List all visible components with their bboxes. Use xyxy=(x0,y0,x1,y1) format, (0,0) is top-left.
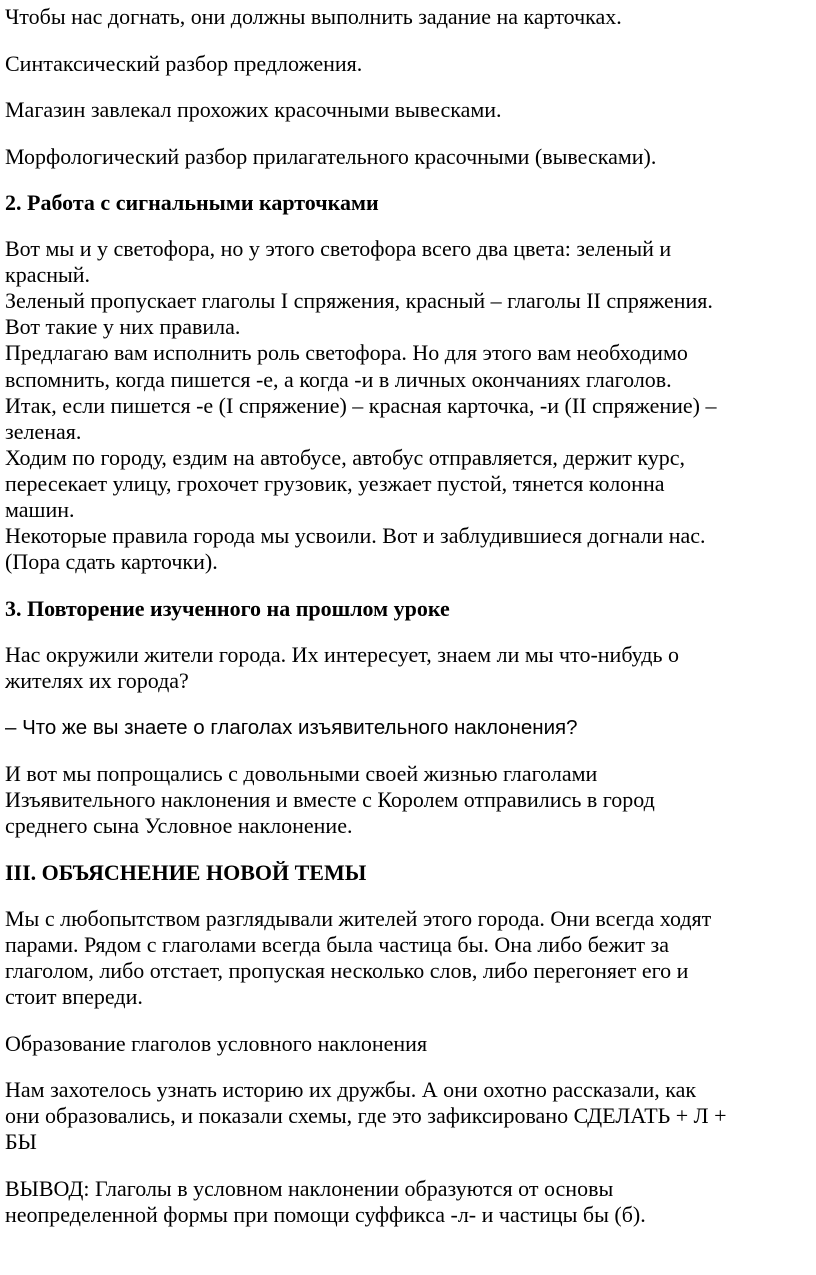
paragraph-line: красный. xyxy=(5,262,91,287)
paragraph-line: Предлагаю вам исполнить роль светофора. Но для этого вам необходимо xyxy=(5,340,688,365)
paragraph-line: Некоторые правила города мы усвоили. Вот и заблудившиеся догнали нас. xyxy=(5,523,706,548)
paragraph-line: пересекает улицу, грохочет грузовик, уезжает пустой, тянется колонна xyxy=(5,471,665,496)
paragraph-line: Синтаксический разбор предложения. xyxy=(5,51,363,76)
paragraph-line: И вот мы попрощались с довольными своей жизнью глаголами xyxy=(5,761,598,786)
paragraph-line: Морфологический разбор прилагательного красочными (вывесками). xyxy=(5,144,657,169)
paragraph-line: парами. Рядом с глаголами всегда была частица бы. Она либо бежит за xyxy=(5,932,669,957)
paragraph-line: Итак, если пишется -е (I спряжение) – красная карточка, -и (II спряжение) – xyxy=(5,393,717,418)
paragraph-line: вспомнить, когда пишется -е, а когда -и в личных окончаниях глаголов. xyxy=(5,367,672,392)
paragraph-line: Ходим по городу, ездим на автобусе, автобус отправляется, держит курс, xyxy=(5,445,686,470)
paragraph-line: Магазин завлекал прохожих красочными вывесками. xyxy=(5,97,502,122)
paragraph-line: жителях их города? xyxy=(5,668,189,693)
paragraph-line: Вот такие у них правила. xyxy=(5,314,241,339)
paragraph-line: машин. xyxy=(5,497,75,522)
paragraph-line: Изъявительного наклонения и вместе с Королем отправились в город xyxy=(5,787,655,812)
paragraph-line: (Пора сдать карточки). xyxy=(5,549,218,574)
paragraph-line: ВЫВОД: Глаголы в условном наклонении образуются от основы xyxy=(5,1176,614,1201)
paragraph-line: зеленая. xyxy=(5,419,82,444)
paragraph-line: стоит впереди. xyxy=(5,984,143,1009)
paragraph-line: неопределенной формы при помощи суффикса -л- и частицы бы (б). xyxy=(5,1202,646,1227)
subheading-line: Образование глаголов условного наклонения xyxy=(5,1031,428,1056)
paragraph-line: Зеленый пропускает глаголы I спряжения, красный – глаголы II спряжения. xyxy=(5,288,713,313)
paragraph-line: Мы с любопытством разглядывали жителей этого города. Они всегда ходят xyxy=(5,906,712,931)
paragraph-line: БЫ xyxy=(5,1129,37,1154)
paragraph-line: Чтобы нас догнать, они должны выполнить задание на карточках. xyxy=(5,4,622,29)
paragraph-line: они образовались, и показали схемы, где это зафиксировано СДЕЛАТЬ + Л + xyxy=(5,1103,727,1128)
paragraph-line: глаголом, либо отстает, пропуская несколько слов, либо перегоняет его и xyxy=(5,958,689,983)
paragraph-line: Нас окружили жители города. Их интересует, знаем ли мы что-нибудь о xyxy=(5,642,680,667)
section-heading: 2. Работа с сигнальными карточками xyxy=(5,190,379,215)
paragraph-line: среднего сына Условное наклонение. xyxy=(5,813,353,838)
question-line: – Что же вы знаете о глаголах изъявительного наклонения? xyxy=(5,716,578,739)
paragraph-line: Вот мы и у светофора, но у этого светофора всего два цвета: зеленый и xyxy=(5,236,672,261)
section-heading: 3. Повторение изученного на прошлом уроке xyxy=(5,596,450,621)
section-heading: III. ОБЪЯСНЕНИЕ НОВОЙ ТЕМЫ xyxy=(5,860,367,885)
paragraph-line: Нам захотелось узнать историю их дружбы. А они охотно рассказали, как xyxy=(5,1077,697,1102)
